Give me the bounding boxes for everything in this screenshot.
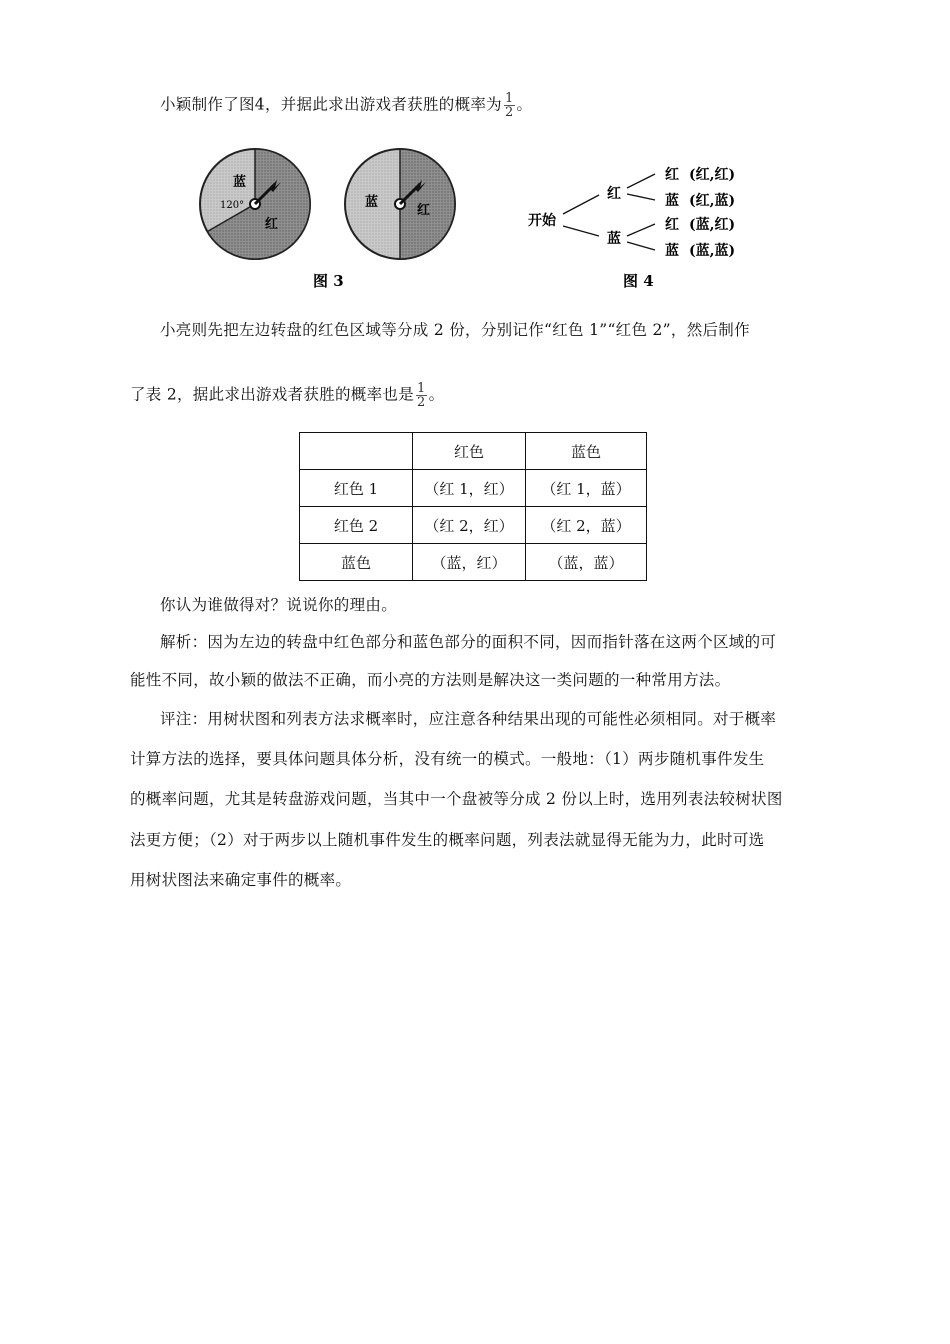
tree-level1-node: 红	[607, 186, 621, 202]
tree-level1-node: 蓝	[607, 231, 621, 247]
comment-line4: 法更方便；（2）对于两步以上随机事件发生的概率问题，列表法就显得无能为力，此时可选	[130, 831, 765, 849]
paragraph-text: 小颖制作了图4，并据此求出游戏者获胜的概率为	[160, 95, 502, 114]
paragraph-xiaoliang-line1: 小亮则先把左边转盘的红色区域等分成 2 份，分别记作“红色 1”“红色 2”，然后制作	[160, 321, 750, 339]
paragraph-end: 。	[428, 385, 445, 404]
figure-4-caption: 图 4	[623, 272, 654, 290]
table-header-cell: 红色	[413, 433, 526, 470]
tree-outcome: (蓝,蓝)	[689, 243, 736, 259]
tree-branch	[627, 194, 655, 200]
fraction	[416, 382, 427, 409]
spinner-1-angle-label: 120°	[220, 200, 245, 211]
tree-outcome: (红,蓝)	[689, 193, 736, 209]
table-cell: （红 2，蓝）	[526, 507, 647, 544]
table-cell: （红 1，红）	[413, 470, 526, 507]
table-row-header: 红色 1	[300, 470, 413, 507]
fraction	[504, 92, 515, 119]
tree-branch	[627, 224, 655, 236]
table-cell: （红 2，红）	[413, 507, 526, 544]
table-row-header: 蓝色	[300, 544, 413, 581]
tree-branch	[627, 242, 655, 250]
fraction-numerator: 1	[504, 91, 514, 106]
table-cell: （蓝，蓝）	[526, 544, 647, 581]
spinner-figure-3-right	[345, 149, 455, 259]
table-cell: （红 1，蓝）	[526, 470, 647, 507]
spinner-1-red-label: 红	[265, 217, 279, 232]
tree-level2-node: 蓝	[665, 243, 679, 259]
comment-line2: 计算方法的选择，要具体问题具体分析，没有统一的模式。一般地：（1）两步随机事件发生	[130, 750, 765, 768]
outcome-table	[299, 432, 647, 581]
tree-branch	[627, 174, 655, 188]
tree-level2-node: 蓝	[665, 193, 679, 209]
tree-outcome: (红,红)	[689, 167, 736, 183]
fraction-numerator: 1	[417, 381, 426, 396]
analysis-line1: 解析：因为左边的转盘中红色部分和蓝色部分的面积不同，因而指针落在这两个区域的可	[160, 633, 777, 651]
table-row	[300, 544, 647, 581]
tree-level2-node: 红	[665, 217, 679, 233]
comment-line3: 的概率问题，尤其是转盘游戏问题，当其中一个盘被等分成 2 份以上时，选用列表法较树状图	[130, 790, 783, 808]
paragraph-text: 了表 2，据此求出游戏者获胜的概率也是	[130, 385, 414, 404]
analysis-line2: 能性不同，故小颖的做法不正确，而小亮的方法则是解决这一类问题的一种常用方法。	[130, 671, 731, 689]
spinner-figure-3-left	[200, 149, 310, 259]
fraction-denominator: 2	[504, 105, 514, 120]
table-header-cell: 蓝色	[526, 433, 647, 470]
table-row	[300, 470, 647, 507]
spinner-2-red-label: 红	[417, 203, 431, 218]
figure-3-caption: 图 3	[313, 272, 344, 290]
tree-branch	[563, 226, 599, 236]
comment-line5: 用树状图法来确定事件的概率。	[130, 871, 352, 889]
paragraph-xiaoliang-line2	[130, 382, 444, 409]
table-header-cell	[300, 433, 413, 470]
paragraph-end: 。	[516, 95, 533, 114]
table-row	[300, 507, 647, 544]
tree-diagram-figure-4	[528, 166, 735, 259]
table-header-row	[300, 433, 647, 470]
tree-outcome: (蓝,红)	[689, 217, 736, 233]
table-cell: （蓝，红）	[413, 544, 526, 581]
table-row-header: 红色 2	[300, 507, 413, 544]
tree-start-label: 开始	[528, 213, 556, 229]
figures-3-4	[195, 140, 765, 300]
tree-branch	[563, 195, 599, 214]
spinner-2-blue-label: 蓝	[365, 195, 379, 210]
tree-level2-node: 红	[665, 167, 679, 183]
spinner-1-blue-label: 蓝	[233, 175, 247, 190]
paragraph-xiaoying	[160, 92, 532, 119]
fraction-denominator: 2	[417, 395, 426, 410]
question-text: 你认为谁做得对？说说你的理由。	[160, 596, 398, 614]
comment-line1: 评注：用树状图和列表方法求概率时，应注意各种结果出现的可能性必须相同。对于概率	[160, 710, 777, 728]
